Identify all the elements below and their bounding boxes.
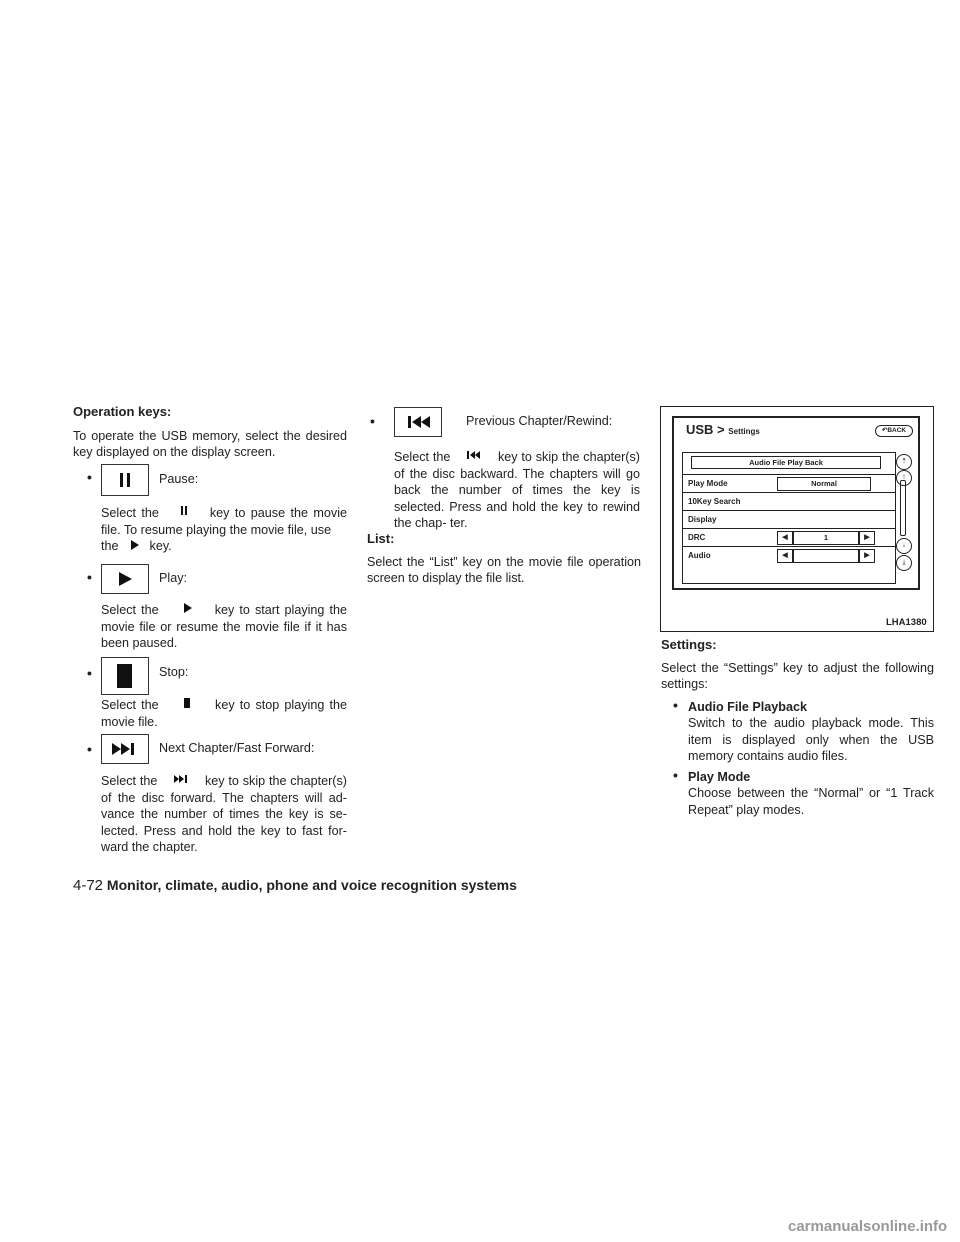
settings-heading: Settings: <box>661 637 717 652</box>
list-text: Select the “List” key on the movie file operation screen to display the file list. <box>367 555 641 586</box>
figure-code: LHA1380 <box>886 617 927 628</box>
pause-label: Pause: <box>159 472 199 486</box>
menu-row-10key-search[interactable]: 10Key Search <box>683 493 895 511</box>
setting-play-mode: Play Mode Choose between the “Normal” or “1 Track Repeat” play modes. <box>688 770 934 817</box>
section-title: Monitor, climate, audio, phone and voice recognition systems <box>106 877 517 893</box>
scroll-down-icon[interactable]: ↓ <box>896 538 912 554</box>
next-chapter-description: Select the key to skip the chapter(s) of the disc forward. The chapters will ad- vance the number of times the key is se- lected. Press and hold the key to fast for- ward the chapter. <box>101 774 347 855</box>
drc-left-arrow-icon[interactable]: ◀ <box>777 531 793 545</box>
intro-text: To operate the USB memory, select the desired key displayed on the display screen. <box>73 429 347 460</box>
play-label: Play: <box>159 571 187 585</box>
stop-description: Select the key to stop playing the movie file. <box>101 698 348 729</box>
play-description: Select the key to start playing the movie file or resume the movie file if it has been paused. <box>101 603 348 651</box>
bullet: • <box>370 413 375 429</box>
screen-title: USB > Settings <box>686 422 760 437</box>
next-small-icon <box>161 773 201 789</box>
menu-row-audio-file-play-back[interactable]: Audio File Play Back <box>683 453 895 475</box>
scrollbar-track[interactable] <box>900 480 906 536</box>
page-footer <box>73 877 517 894</box>
watermark: carmanualsonline.info <box>788 1218 948 1235</box>
stop-key-icon <box>101 657 149 695</box>
audio-value <box>793 549 859 563</box>
audio-left-arrow-icon[interactable]: ◀ <box>777 549 793 563</box>
audio-right-arrow-icon[interactable]: ▶ <box>859 549 875 563</box>
drc-value: 1 <box>793 531 859 545</box>
setting-audio-file-playback: Audio File Playback Switch to the audio playback mode. This item is displayed only when the USB memory contains audio files. <box>688 700 934 764</box>
previous-chapter-label: Previous Chapter/Rewind: <box>466 414 613 428</box>
back-button[interactable]: ↶BACK <box>875 425 913 437</box>
usb-settings-screen <box>672 416 920 590</box>
previous-chapter-key-icon <box>394 407 442 437</box>
stop-label: Stop: <box>159 665 189 679</box>
bullet: • <box>87 665 92 681</box>
bullet: • <box>87 569 92 585</box>
list-heading: List: <box>367 531 395 546</box>
drc-right-arrow-icon[interactable]: ▶ <box>859 531 875 545</box>
back-arrow-icon: ↶ <box>881 427 888 434</box>
settings-menu <box>682 452 896 584</box>
menu-row-audio[interactable]: Audio ◀ ▶ <box>683 547 895 564</box>
page-number: 4-72 <box>73 877 104 894</box>
operation-keys-heading: Operation keys: <box>73 404 172 419</box>
previous-chapter-description: Select the key to skip the chapter(s) of the disc backward. The chapters will go back the number of times the key is selected. Press and hold the key to rewind the chap- ter. <box>394 450 640 531</box>
previous-small-icon <box>454 449 494 465</box>
bullet: • <box>673 767 678 783</box>
settings-intro: Select the “Settings” key to adjust the following settings: <box>661 661 934 692</box>
menu-row-drc[interactable]: DRC ◀ 1 ▶ <box>683 529 895 547</box>
menu-row-play-mode[interactable]: Play Mode Normal <box>683 475 895 493</box>
page-up-icon[interactable]: ⤒ <box>896 454 912 470</box>
pause-description: Select the key to pause the movie file. To resume playing the movie file, use the key. <box>101 506 348 554</box>
next-chapter-label: Next Chapter/Fast Forward: <box>159 741 315 755</box>
bullet: • <box>673 697 678 713</box>
pause-small-icon <box>164 505 204 521</box>
play-small-icon <box>164 602 210 618</box>
next-chapter-key-icon <box>101 734 149 764</box>
play-mode-value: Normal <box>777 477 871 491</box>
bullet: • <box>87 741 92 757</box>
play-key-icon <box>101 564 149 594</box>
play-small-icon <box>122 539 146 555</box>
menu-row-display[interactable]: Display <box>683 511 895 529</box>
page-down-icon[interactable]: ⤓ <box>896 555 912 571</box>
stop-small-icon <box>164 697 210 713</box>
scroll-up-icon[interactable]: ↑ <box>896 470 912 486</box>
pause-key-icon <box>101 464 149 496</box>
bullet: • <box>87 469 92 485</box>
